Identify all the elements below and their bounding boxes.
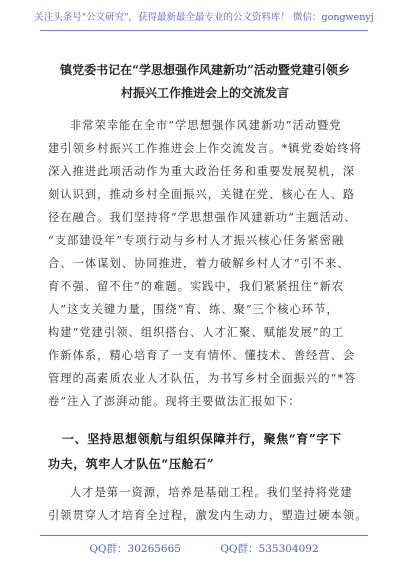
paragraph-1-line: “支部建设年”专项行动与乡村人才振兴核心任务紧密融	[48, 234, 345, 247]
header-notice: 关注头条号"公文研究"，获得最新最全最专业的公文资料库！ 微信：gongwenyj	[34, 12, 374, 23]
paragraph-1-line: 管理的高素质农业人才队伍，为书写乡村全面振兴的“*答	[48, 372, 357, 385]
footer-qq-group-1: QQ群：30265665	[89, 543, 181, 555]
section-heading-line-1: 一、坚持思想领航与组织保障并行，聚焦“育”字下	[62, 432, 342, 446]
footer-divider	[40, 535, 368, 536]
header-divider	[40, 30, 368, 31]
paragraph-1-line: 建引领乡村振兴工作推进会上作交流发言。*镇党委始终将	[48, 142, 362, 155]
paragraph-1-line: 构建“党建引领、组织搭台、人才汇聚、赋能发展”的工	[48, 326, 345, 339]
paragraph-1-line: 刻认识到，推动乡村全面振兴，关键在党、核心在人、路	[48, 188, 356, 201]
section-heading-line-2: 功夫，筑牢人才队伍“压舱石”	[48, 457, 215, 471]
paragraph-1-line: 卷”注入了澎湃动能。现将主要做法汇报如下：	[48, 395, 301, 408]
page-header	[0, 0, 408, 34]
paragraph-1-line: 径在融合。我们坚持将“学思想强作风建新功”主题活动、	[48, 211, 357, 224]
paragraph-2-line: 人才是第一资源，培养是基础工程。我们坚持将党建	[70, 486, 353, 499]
paragraph-1-line: 深入推进此项活动作为重大政治任务和重要发展契机，深	[48, 165, 356, 178]
paragraph-1-line: 非常荣幸能在全市“学思想强作风建新功”活动暨党	[70, 119, 342, 132]
page-footer	[0, 541, 408, 556]
document-title-line-1: 镇党委书记在“学思想强作风建新功”活动暨党建引领乡	[60, 63, 350, 77]
footer-qq-group-2: QQ群：535304092	[220, 543, 319, 555]
paragraph-1-line: 育不强、留不住”的难题。实践中，我们紧紧扭住“新农	[48, 280, 345, 293]
paragraph-1-line: 人”这支关键力量，围绕“育、练、聚”三个核心环节，	[48, 303, 339, 316]
paragraph-1-line: 合、一体谋划、协同推进，着力破解乡村人才“引不来、	[48, 257, 350, 270]
document-title-line-2: 村振兴工作推进会上的交流发言	[120, 86, 289, 100]
paragraph-1-line: 作新体系，精心培育了一支有情怀、懂技术、善经营、会	[48, 349, 356, 362]
paragraph-2-line: 引领贯穿人才培育全过程，激发内生动力，塑造过硬本领。	[48, 509, 368, 522]
